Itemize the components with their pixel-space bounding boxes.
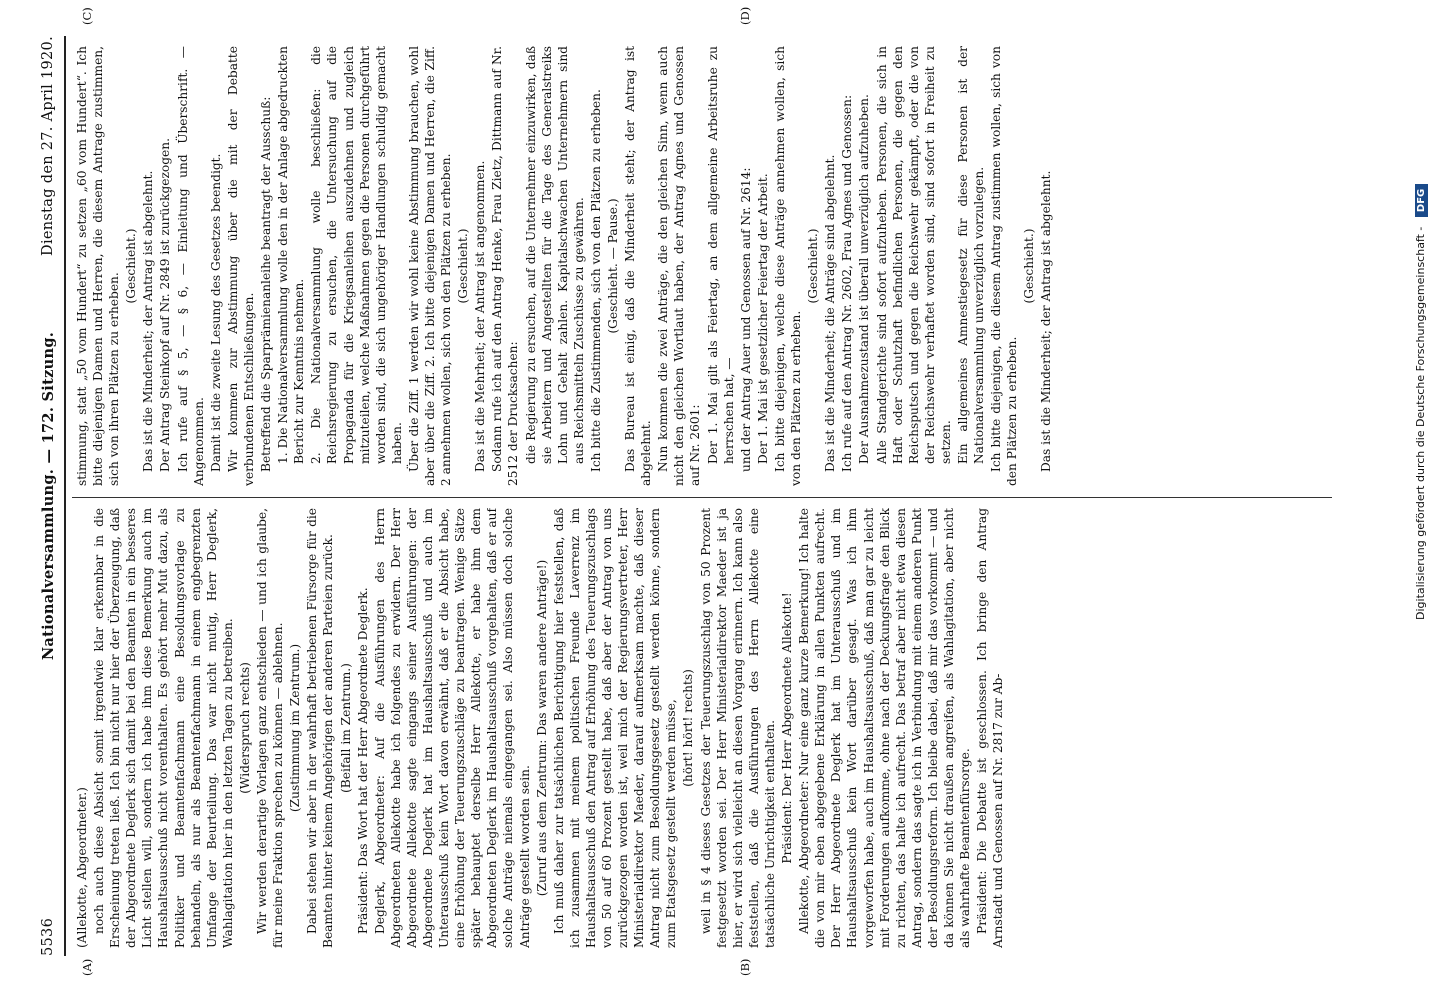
margin-marker-d: (D) bbox=[738, 6, 752, 25]
paragraph: 1. Die Nationalversammlung wolle den in der Anlage abgedruckten Bericht zur Kenntnis nehmen. bbox=[276, 46, 307, 464]
paragraph: Betreffend die Sparprämienanleihe beantragt der Ausschuß: bbox=[259, 96, 274, 472]
paragraph: Nun kommen die zwei Anträge, die den gleichen Sinn, wenn auch nicht den gleichen Wortlaut haben, der Antrag Agnes und Genossen auf Nr. 2601: bbox=[656, 46, 703, 486]
paragraph: Deglerk, Abgeordneter: Auf die Ausführungen des Herrn Abgeordneten Allekotte habe ich folgendes zu erwidern. Der Herr Abgeordnete Allekotte sagte eingangs seiner Ausführungen: der Abgeordnete Deglerk hat im Haushaltsausschuß und auch im Unterausschuß kein Wort davon erwähnt, daß er die Absicht habe, eine Erhöhung der Teuerungszuschläge zu beantragen. Wenige Sätze später behauptet derselbe Herr Allekotte, er habe ihm dem Abgeordneten Deglerk im Haushaltsausschuß vorgehalten, daß er auf solche Anträge niemals eingegangen sei. Also müssen doch solche Anträge gestellt worden sein. bbox=[372, 508, 532, 948]
paragraph: Ich rufe auf § 5, — § 6, — Einleitung und Überschrift. — Angenommen. bbox=[175, 46, 206, 486]
page-header bbox=[40, 36, 64, 956]
paragraph: Ein allgemeines Amnestiegesetz für diese Personen ist der Nationalversammlung unverzüglich vorzulegen. bbox=[955, 46, 987, 464]
paragraph: Über die Ziff. 1 werden wir wohl keine Abstimmung brauchen, wohl aber über die Ziff. 2. Ich bitte diejenigen Damen und Herren, die Ziff. 2 annehmen wollen, sich von den Plätzen zu erheben. bbox=[406, 46, 454, 486]
paragraph: Der 1. Mai ist gesetzlicher Feiertag der Arbeit. bbox=[755, 173, 770, 464]
paragraph: (Widerspruch rechts) bbox=[237, 662, 252, 794]
paragraph: (Geschieht.) bbox=[806, 228, 821, 304]
paragraph: Der 1. Mai gilt als Feiertag, an dem allgemeine Arbeitsruhe zu herrschen hat, — bbox=[705, 46, 736, 464]
paragraph: Das ist die Minderheit; der Antrag ist abgelehnt. bbox=[141, 170, 156, 472]
paragraph: Präsident: Die Debatte ist geschlossen. Ich bringe den Antrag Arnstadt und Genossen auf Nr. 2817 zur Ab- bbox=[975, 508, 1006, 948]
page-title: Nationalversammlung. — 172. Sitzung. bbox=[40, 331, 57, 661]
paragraph: Ich rufe auf den Antrag Nr. 2602, Frau Agnes und Genossen: bbox=[840, 94, 855, 472]
paragraph: (Geschieht.) bbox=[456, 228, 471, 304]
paragraph: noch auch diese Absicht somit irgendwie klar erkennbar in die Erscheinung treten ließ. Ich bin nicht nur hier der Überzeugung, daß der Abgeordnete Deglerk sich damit bei den Beamten in ein besseres Licht stellen will, sondern ich habe ihm diese Bemerkung auch im Haushaltsausschuß nicht vorenthalten. Es gehört mehr Mut dazu, als Politiker und Beamtenfachmann eine Besoldungsvorlage zu behandeln, als nur als Beamtenfachmann in einem engbegrenzten Umfange der Beurteilung. Das war nicht mutig, Herr Deglerk, Wahlagitation hier in den letzten Tagen zu betreiben. bbox=[92, 508, 235, 948]
paragraph: 2. Die Nationalversammlung wolle beschließen: die Reichsregierung zu ersuchen, die Untersuchung auf die Propaganda für die Kriegsanleihen auszudehnen und zugleich mitzuteilen, welche Maßnahmen gegen die Personen durchgeführt worden sind, die sich ungehöriger Handlungen schuldig gemacht haben. bbox=[309, 46, 404, 464]
paragraph: Das ist die Mehrheit; der Antrag ist angenommen. bbox=[473, 160, 488, 472]
paragraph: und der Antrag Auer und Genossen auf Nr. 2614: bbox=[738, 167, 753, 472]
paragraph: Dabei stehen wir aber in der wahrhaft betriebenen Fürsorge für die Beamten hinter keinem Angehörigen der anderen Parteien zurück. bbox=[305, 508, 336, 948]
paragraph: Wir werden derartige Vorlagen ganz entschieden — und ich glaube, für meine Fraktion sprechen zu können — ablehnen. bbox=[255, 508, 286, 948]
paragraph: weil in § 4 dieses Gesetzes der Teuerungszuschlag von 50 Prozent festgesetzt worden sei. Der Herr Ministerialdirektor Maeder ist ja hier, er wird sich vielleicht an diesen Vorgang erinnern. Ich kann also feststellen, daß die Ausführungen des Herrn Allekotte eine tatsächliche Unrichtigkeit enthalten. bbox=[698, 508, 777, 948]
digitization-credit bbox=[1414, 0, 1434, 620]
column-divider bbox=[72, 497, 1332, 498]
paragraph: (hört! hört! rechts) bbox=[681, 669, 696, 787]
paragraph: (Allekotte, Abgeordneter.) bbox=[75, 787, 89, 948]
paragraph: Ich muß daher zur tatsächlichen Berichtigung hier feststellen, daß ich zusammen mit meinem politischen Freunde Laverrenz im Haushaltsausschuß den Antrag auf Erhöhung des Teuerungszuschlags von 50 auf 60 Prozent gestellt habe, daß aber der Antrag von uns zurückgezogen worden ist, weil mich der Regierungsvertreter, Herr Ministerialdirektor Maeder, darauf aufmerksam machte, daß dieser Antrag nicht zum Besoldungsgesetz gestellt werden könne, sondern zum Etatsgesetz gestellt werden müsse, bbox=[551, 508, 679, 948]
paragraph: (Zuruf aus dem Zentrum: Das waren andere Anträge!) bbox=[534, 559, 549, 897]
paragraph: Ich bitte diejenigen, welche diese Anträge annehmen wollen, sich von den Plätzen zu erheben. bbox=[772, 46, 804, 486]
paragraph: Der Antrag Steinkopf auf Nr. 2849 ist zurückgezogen. bbox=[158, 138, 173, 472]
paragraph: (Geschieht. — Pause.) bbox=[606, 198, 620, 334]
paragraph: Sodann rufe ich auf den Antrag Henke, Frau Zietz, Dittmann auf Nr. 2512 der Drucksachen: bbox=[490, 46, 521, 486]
paragraph: Allekotte, Abgeordneter: Nur eine ganz kurze Bemerkung! Ich halte die von mir eben abgegebene Erklärung in allen Punkten aufrecht. Der Herr Abgeordnete Deglerk hat im Unterausschuß und im Haushaltsausschuß kein Wort darüber gesagt. Was ich ihm vorgeworfen habe, auch im Haushaltsausschuß, daß man gar zu leicht mit Forderungen aufkomme, ohne nach der Deckungsfrage den Blick zu richten, das halte ich aufrecht. Das betraf aber nicht etwa diesen Antrag, sondern das sagte ich in Verbindung mit einem anderen Punkt der Besoldungsreform. Ich bleibe dabei, daß mir das vorkommt — und da können Sie nicht draußen angreifen, als Wahlagitation, aber nicht als wahrhafte Beamtenfürsorge. bbox=[797, 508, 973, 948]
paragraph: Ich bitte diejenigen, die diesem Antrag zustimmen wollen, sich von den Plätzen zu erheben. bbox=[989, 46, 1020, 486]
paragraph: Ich bitte die Zustimmenden, sich von den Plätzen zu erheben. bbox=[588, 89, 603, 472]
paragraph: (Geschieht.) bbox=[124, 228, 139, 304]
paragraph: stimmung, statt „50 vom Hundert“ zu setzen „60 vom Hundert“. Ich bitte diejenigen Damen und Herren, die diesem Antrage zustimmen, sich von ihren Plätzen zu erheben. bbox=[75, 46, 122, 486]
paragraph: die Regierung zu ersuchen, auf die Unternehmer einzuwirken, daß sie Arbeitern und Angestellten für die Tage des Generalstreiks Lohn und Gehalt zahlen. Kapitalschwachen Unternehmern sind aus Reichsmitteln Zuschüsse zu gewähren. bbox=[523, 46, 586, 464]
paragraph: Präsident: Der Herr Abgeordnete Allekotte! bbox=[780, 592, 795, 864]
right-text-column bbox=[74, 46, 1334, 486]
paragraph: Wir kommen zur Abstimmung über die mit der Debatte verbundenen Entschließungen. bbox=[225, 46, 256, 486]
paragraph: Präsident: Das Wort hat der Herr Abgeordnete Deglerk. bbox=[355, 587, 370, 934]
header-rule bbox=[64, 36, 66, 956]
margin-marker-a: (A) bbox=[80, 958, 94, 976]
paragraph: (Zustimmung im Zentrum.) bbox=[288, 643, 303, 813]
paragraph: Das ist die Minderheit; die Anträge sind abgelehnt. bbox=[823, 154, 838, 472]
paragraph: Das ist die Minderheit; der Antrag ist abgelehnt. bbox=[1039, 170, 1054, 472]
paragraph: Das Bureau ist einig, daß die Minderheit steht; der Antrag ist abgelehnt. bbox=[623, 46, 654, 486]
left-text-column bbox=[74, 508, 1334, 948]
paragraph: Der Ausnahmezustand ist überall unverzüglich aufzuheben. bbox=[857, 94, 872, 464]
session-date: Dienstag den 27. April 1920. bbox=[40, 36, 56, 256]
paragraph: (Beifall im Zentrum.) bbox=[338, 663, 353, 793]
page-number: 5536 bbox=[40, 917, 56, 956]
paragraph: Alle Standgerichte sind sofort aufzuheben. Personen, die sich in Haft oder Schutzhaft befindlichen Personen, die gegen den Reichsputsch und gegen die Reichswehr gekämpft, oder die von der Reichswehr verhaftet worden sind, sind sofort in Freiheit zu setzen. bbox=[874, 46, 953, 464]
paragraph: (Geschieht.) bbox=[1022, 228, 1037, 304]
margin-marker-c: (C) bbox=[80, 7, 94, 25]
margin-marker-b: (B) bbox=[738, 958, 752, 976]
dfg-logo: DFG bbox=[1415, 184, 1428, 217]
paragraph: Damit ist die zweite Lesung des Gesetzes beendigt. bbox=[208, 153, 223, 472]
credit-text: Digitalisierung gefördert durch die Deutsche Forschungsgemeinschaft - bbox=[1414, 226, 1427, 620]
